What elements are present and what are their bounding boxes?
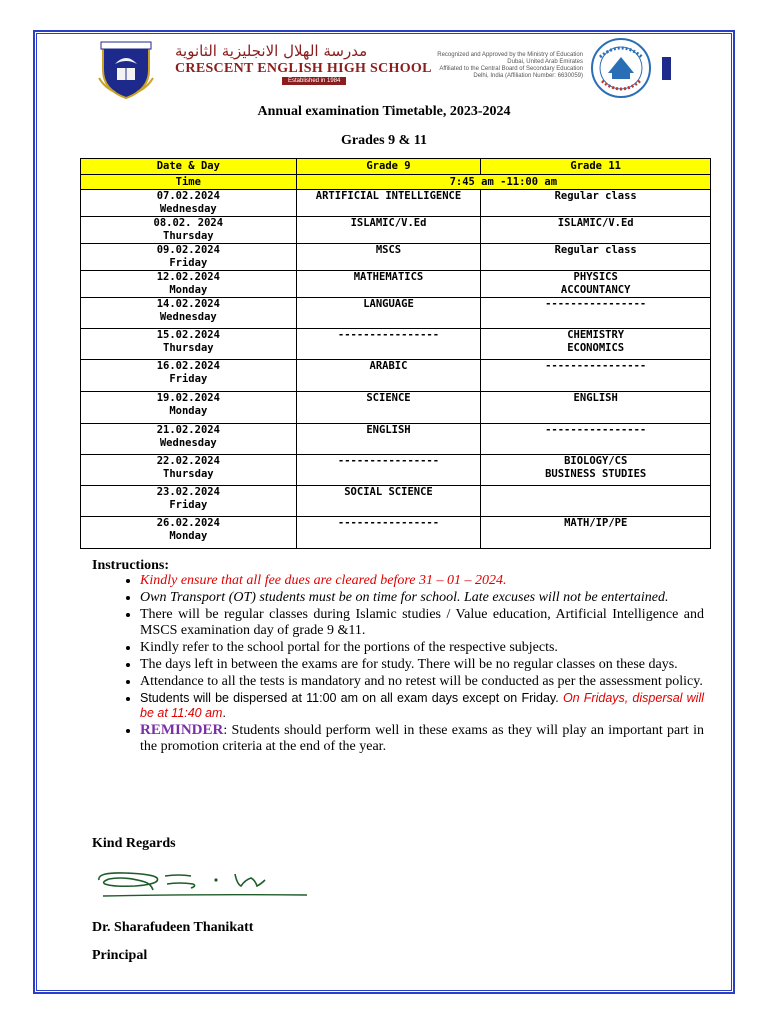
header-date-day: Date & Day bbox=[81, 159, 297, 175]
grade-11-cell: ISLAMIC/V.Ed bbox=[481, 217, 711, 244]
date-day-cell bbox=[81, 517, 297, 549]
instructions-list bbox=[112, 573, 704, 756]
grade-11-cell: ---------------- bbox=[481, 298, 711, 329]
grade-9-cell: ---------------- bbox=[296, 517, 481, 549]
list-item bbox=[140, 674, 704, 690]
grade-9-cell: ARABIC bbox=[296, 360, 481, 392]
header-accent-bar bbox=[662, 57, 671, 80]
transport-instruction: Own Transport (OT) students must be on time for school. Late excuses will not be entertained. bbox=[140, 590, 669, 605]
date-day-cell bbox=[81, 298, 297, 329]
exam-date: 26.02.2024 bbox=[156, 517, 220, 529]
grade-9-cell: MSCS bbox=[296, 244, 481, 271]
timetable-body bbox=[81, 190, 711, 549]
list-item bbox=[140, 691, 704, 722]
exam-date: 12.02.2024 bbox=[156, 271, 220, 283]
exam-day: Thursday bbox=[163, 342, 214, 354]
document-subtitle: Grades 9 & 11 bbox=[341, 133, 427, 148]
table-row bbox=[81, 244, 711, 271]
grade-9-cell: ISLAMIC/V.Ed bbox=[296, 217, 481, 244]
table-row bbox=[81, 360, 711, 392]
grade-11-cell: ---------------- bbox=[481, 360, 711, 392]
table-row bbox=[81, 517, 711, 549]
exam-day: Wednesday bbox=[159, 203, 217, 215]
principal-signature bbox=[95, 866, 310, 902]
date-day-cell bbox=[81, 392, 297, 424]
date-day-cell bbox=[81, 244, 297, 271]
date-day-cell bbox=[81, 271, 297, 298]
established-badge: Established in 1984 bbox=[282, 77, 346, 85]
exam-date: 14.02.2024 bbox=[156, 298, 220, 310]
exam-date: 23.02.2024 bbox=[156, 486, 220, 498]
grade-9-cell: SOCIAL SCIENCE bbox=[296, 486, 481, 517]
grade-9-cell: ---------------- bbox=[296, 455, 481, 486]
school-crest-icon bbox=[95, 38, 157, 100]
list-item bbox=[140, 607, 704, 638]
exam-timetable bbox=[80, 158, 711, 549]
reminder-label: REMINDER bbox=[140, 722, 224, 738]
exam-date: 09.02.2024 bbox=[156, 244, 220, 256]
exam-day: Friday bbox=[169, 499, 208, 511]
time-label: Time bbox=[81, 175, 297, 190]
closing-regards: Kind Regards bbox=[92, 836, 176, 851]
grade-9-cell: SCIENCE bbox=[296, 392, 481, 424]
grade-9-cell: MATHEMATICS bbox=[296, 271, 481, 298]
school-name-arabic: مدرسة الهلال الانجليزية الثانوية bbox=[175, 42, 368, 60]
regular-classes-instruction: There will be regular classes during Islamic studies / Value education, Artificial Intelligence and MSCS examination day of grade 9 &11. bbox=[140, 607, 704, 638]
exam-date: 21.02.2024 bbox=[156, 424, 220, 436]
header-grade-9: Grade 9 bbox=[296, 159, 481, 175]
dispersal-instruction: Students will be dispersed at 11:00 am on all exam days except on Friday. bbox=[140, 690, 559, 705]
table-row bbox=[81, 455, 711, 486]
date-day-cell bbox=[81, 424, 297, 455]
principal-title: Principal bbox=[92, 948, 148, 963]
exam-day: Friday bbox=[169, 373, 208, 385]
header-grade-11: Grade 11 bbox=[481, 159, 711, 175]
grade-9-cell: LANGUAGE bbox=[296, 298, 481, 329]
exam-day: Monday bbox=[169, 284, 208, 296]
date-day-cell bbox=[81, 217, 297, 244]
grade-11-cell: ---------------- bbox=[481, 424, 711, 455]
grade-11-cell bbox=[481, 486, 711, 517]
grade-11-cell: MATH/IP/PE bbox=[481, 517, 711, 549]
grade-11-cell: Regular class bbox=[481, 190, 711, 217]
list-item bbox=[140, 573, 704, 589]
principal-name: Dr. Sharafudeen Thanikatt bbox=[92, 920, 254, 935]
date-day-cell bbox=[81, 329, 297, 360]
grade-9-cell: ENGLISH bbox=[296, 424, 481, 455]
list-item bbox=[140, 640, 704, 656]
friday-dispersal-note: On Fridays, dispersal will be at 11:40 am bbox=[140, 690, 704, 720]
exam-day: Monday bbox=[169, 530, 208, 542]
time-row bbox=[81, 175, 711, 190]
grade-11-cell: Regular class bbox=[481, 244, 711, 271]
table-header-row bbox=[81, 159, 711, 175]
table-row bbox=[81, 486, 711, 517]
table-row bbox=[81, 329, 711, 360]
school-name: CRESCENT ENGLISH HIGH SCHOOL bbox=[175, 61, 432, 76]
exam-day: Thursday bbox=[163, 230, 214, 242]
document-title: Annual examination Timetable, 2023-2024 bbox=[257, 104, 511, 119]
exam-date: 16.02.2024 bbox=[156, 360, 220, 372]
instructions-heading: Instructions: bbox=[92, 558, 170, 573]
table-row bbox=[81, 392, 711, 424]
table-row bbox=[81, 271, 711, 298]
study-days-instruction: The days left in between the exams are for study. There will be no regular classes on these days. bbox=[140, 656, 678, 672]
reminder-text: : Students should perform well in these exams as they will play an important part in the promotion criteria at the end of the year. bbox=[140, 723, 704, 754]
exam-date: 08.02. 2024 bbox=[153, 217, 224, 229]
date-day-cell bbox=[81, 455, 297, 486]
exam-day: Wednesday bbox=[159, 437, 217, 449]
list-item bbox=[140, 657, 704, 673]
time-value: 7:45 am -11:00 am bbox=[296, 175, 710, 190]
date-day-cell bbox=[81, 360, 297, 392]
exam-day: Thursday bbox=[163, 468, 214, 480]
grade-11-cell: BIOLOGY/CS BUSINESS STUDIES bbox=[481, 455, 711, 486]
exam-day: Friday bbox=[169, 257, 208, 269]
grade-9-cell: ---------------- bbox=[296, 329, 481, 360]
exam-date: 22.02.2024 bbox=[156, 455, 220, 467]
exam-day: Wednesday bbox=[159, 311, 217, 323]
date-day-cell bbox=[81, 190, 297, 217]
exam-date: 15.02.2024 bbox=[156, 329, 220, 341]
table-row bbox=[81, 190, 711, 217]
table-row bbox=[81, 217, 711, 244]
list-item bbox=[140, 723, 704, 754]
fee-instruction: Kindly ensure that all fee dues are cleared before 31 – 01 – 2024. bbox=[140, 573, 507, 588]
exam-date: 07.02.2024 bbox=[156, 190, 220, 202]
grade-11-cell: ENGLISH bbox=[481, 392, 711, 424]
exam-date: 19.02.2024 bbox=[156, 392, 220, 404]
grade-9-cell: ARTIFICIAL INTELLIGENCE bbox=[296, 190, 481, 217]
list-item bbox=[140, 590, 704, 606]
portal-instruction: Kindly refer to the school portal for the portions of the respective subjects. bbox=[140, 639, 558, 655]
dispersal-period: . bbox=[222, 706, 226, 720]
table-row bbox=[81, 424, 711, 455]
table-row bbox=[81, 298, 711, 329]
date-day-cell bbox=[81, 486, 297, 517]
attendance-instruction: Attendance to all the tests is mandatory and no retest will be conducted as per the assessment policy. bbox=[140, 673, 703, 689]
cbse-seal-icon bbox=[590, 37, 652, 99]
exam-day: Monday bbox=[169, 405, 208, 417]
grade-11-cell: CHEMISTRY ECONOMICS bbox=[481, 329, 711, 360]
recognition-text: Recognized and Approved by the Ministry of Education Dubai, United Arab Emirates Affiliated to the Central Board of Secondary Education Delhi, India (Affiliation Number: 6630059) bbox=[437, 52, 583, 79]
grade-11-cell: PHYSICS ACCOUNTANCY bbox=[481, 271, 711, 298]
